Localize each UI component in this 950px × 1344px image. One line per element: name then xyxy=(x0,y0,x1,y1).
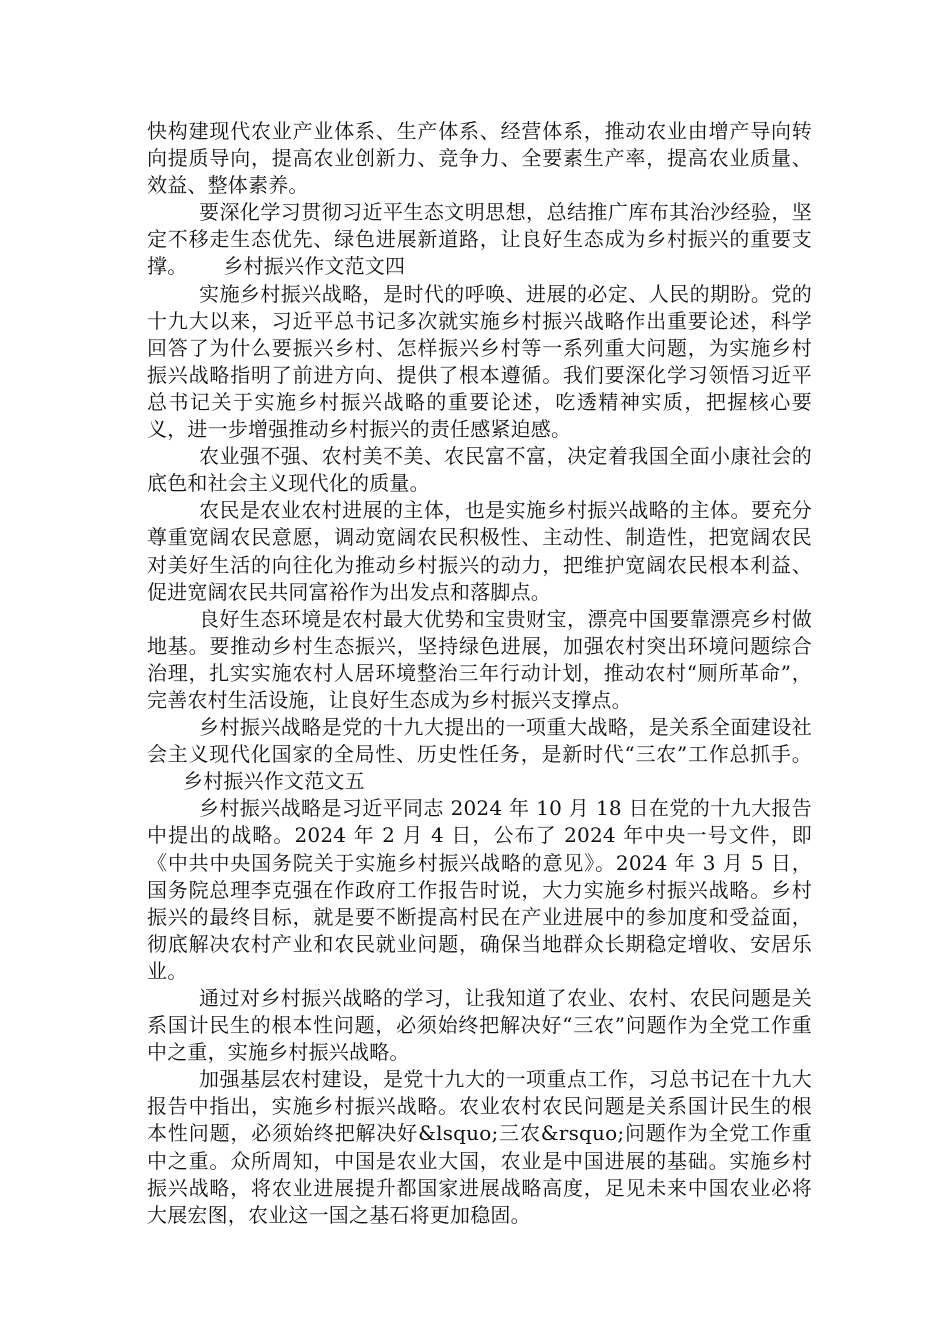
section-heading-essay-five: 乡村振兴作文范文五 xyxy=(183,769,365,794)
paragraph-10 xyxy=(147,1066,812,1229)
paragraph-7 xyxy=(147,714,812,795)
section-heading-essay-four: 乡村振兴作文范文四 xyxy=(223,254,406,279)
paragraph-text: 乡村振兴战略是习近平同志 2024 年 10 月 18 日在党的十九大报告中提出的战略。2024 年 2 月 4 日，公布了 2024 年中央一号文件，即《中共中央国务院关于实施乡村振兴战略的意见》。2024 年 3 月 5 日，国务院总理李克强在作政府工作报告时说，大力实施乡村振兴战略。乡村振兴的最终目标，就是要不断提高村民在产业进展中的参加度和受益面，彻底解决农村产业和农民就业问题，确保当地群众长期稳定增收、安居乐业。 xyxy=(147,796,812,983)
paragraph-text: 农业强不强、农村美不美、农民富不富，决定着我国全面小康社会的底色和社会主义现代化的质量。 xyxy=(147,444,812,496)
paragraph-6 xyxy=(147,606,812,714)
paragraph-3 xyxy=(147,281,812,444)
paragraph-9 xyxy=(147,985,812,1066)
paragraph-2 xyxy=(147,199,812,280)
paragraph-text: 快构建现代农业产业体系、生产体系、经营体系，推动农业由增产导向转向提质导向，提高农业创新力、竞争力、全要素生产率，提高农业质量、效益、整体素养。 xyxy=(147,119,812,198)
paragraph-text: 加强基层农村建设，是党十九大的一项重点工作，习总书记在十九大报告中指出，实施乡村振兴战略。农业农村农民问题是关系国计民生的根本性问题，必须始终把解决好&lsquo;三农&rsquo;问题作为全党工作重中之重。众所周知，中国是农业大国，农业是中国进展的基础。实施乡村振兴战略，将农业进展提升都国家进展战略高度，足见未来中国农业必将大展宏图，农业这一国之基石将更加稳固。 xyxy=(147,1067,812,1227)
paragraph-text: 通过对乡村振兴战略的学习，让我知道了农业、农村、农民问题是关系国计民生的根本性问题，必须始终把解决好“三农”问题作为全党工作重中之重，实施乡村振兴战略。 xyxy=(147,986,812,1065)
paragraph-text: 乡村振兴战略是党的十九大提出的一项重大战略，是关系全面建设社会主义现代化国家的全局性、历史性任务，是新时代“三农”工作总抓手。 xyxy=(147,715,812,767)
document-body xyxy=(147,118,812,1229)
paragraph-5 xyxy=(147,497,812,605)
paragraph-text: 实施乡村振兴战略，是时代的呼唤、进展的必定、人民的期盼。党的十九大以来，习近平总书记多次就实施乡村振兴战略作出重要论述，科学回答了为什么要振兴乡村、怎样振兴乡村等一系列重大问题，为实施乡村振兴战略指明了前进方向、提供了根本遵循。我们要深化学习领悟习近平总书记关于实施乡村振兴战略的重要论述，吃透精神实质，把握核心要义，进一步增强推动乡村振兴的责任感紧迫感。 xyxy=(147,281,812,442)
paragraph-1 xyxy=(147,118,812,199)
paragraph-text: 农民是农业农村进展的主体，也是实施乡村振兴战略的主体。要充分尊重宽阔农民意愿，调动宽阔农民积极性、主动性、制造性，把宽阔农民对美好生活的向往化为推动乡村振兴的动力，把维护宽阔农民根本利益、促进宽阔农民共同富裕作为出发点和落脚点。 xyxy=(147,498,812,604)
paragraph-8 xyxy=(147,795,812,985)
paragraph-text: 良好生态环境是农村最大优势和宝贵财宝，漂亮中国要靠漂亮乡村做地基。要推动乡村生态振兴，坚持绿色进展，加强农村突出环境问题综合治理，扎实实施农村人居环境整治三年行动计划，推动农村“厕所革命”，完善农村生活设施，让良好生态成为乡村振兴支撑点。 xyxy=(147,606,812,712)
paragraph-4 xyxy=(147,443,812,497)
paragraph-text: 要深化学习贯彻习近平生态文明思想，总结推广库布其治沙经验，坚定不移走生态优先、绿色进展新道路，让良好生态成为乡村振兴的重要支撑。 xyxy=(147,200,812,279)
